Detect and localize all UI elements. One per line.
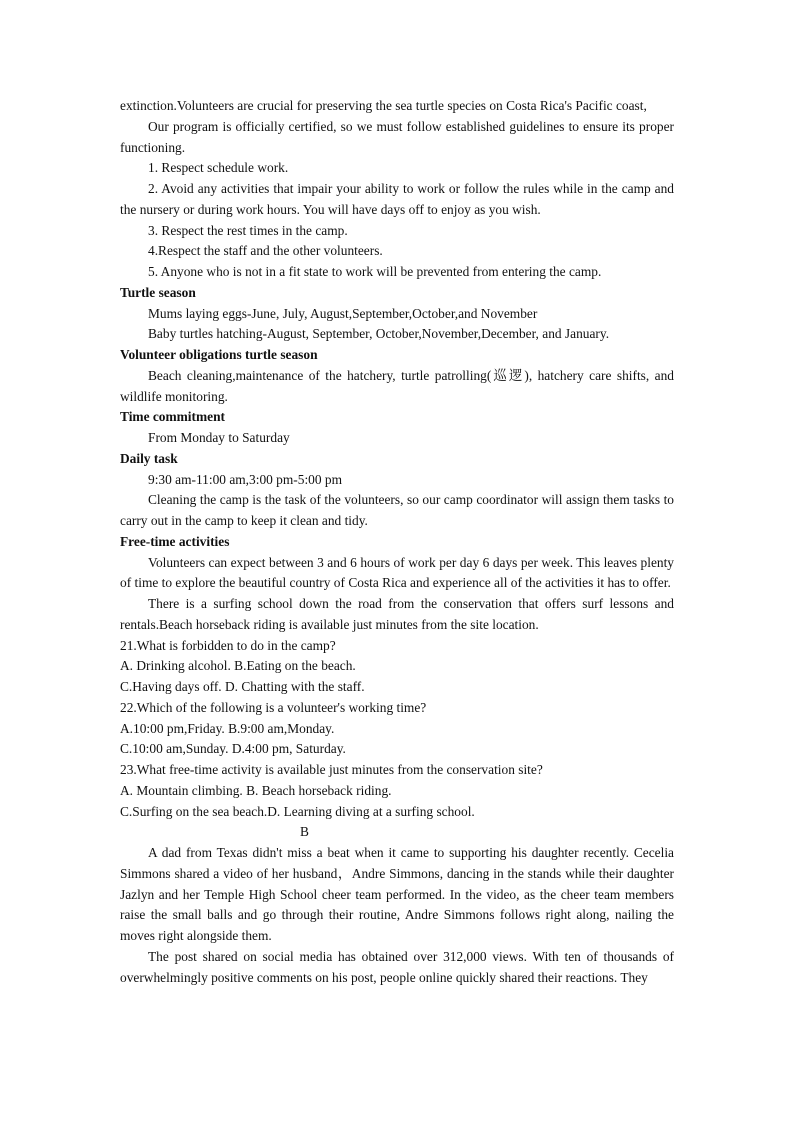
document-body [120, 96, 674, 988]
paragraph: There is a surfing school down the road from the conservation that offers surf lessons and rentals.Beach horseback riding is available just minutes from the site location. [120, 596, 674, 632]
section-heading: Time commitment [120, 409, 225, 425]
paragraph: 4.Respect the staff and the other volunteers. [148, 243, 383, 259]
paragraph: Cleaning the camp is the task of the volunteers, so our camp coordinator will assign them tasks to carry out in the camp to keep it clean and tidy. [120, 492, 674, 528]
paragraph: From Monday to Saturday [148, 430, 290, 445]
paragraph: 5. Anyone who is not in a fit state to work will be prevented from entering the camp. [148, 264, 602, 279]
answer-choices: C.Surfing on the sea beach.D. Learning diving at a surfing school. [120, 803, 475, 819]
answer-choices: A. Mountain climbing. B. Beach horseback riding. [120, 782, 392, 798]
question: 22.Which of the following is a volunteer's working time? [120, 699, 427, 715]
paragraph: Volunteers can expect between 3 and 6 hours of work per day 6 days per week. This leaves plenty of time to explore the beautiful country of Costa Rica and experience all of the activities it has to offer. [120, 554, 674, 591]
answer-choices: C.10:00 am,Sunday. D.4:00 pm, Saturday. [120, 741, 346, 757]
paragraph: A dad from Texas didn't miss a beat when it came to supporting his daughter recently. Cecelia Simmons shared a video of her husband，Andre Simmons, dancing in the stands while their daughter Jazlyn and her Temple High School cheer team performed. In the video, as the cheer team members raise the small balls and go through their routine, Andre Simmons follows right along, nailing the moves right alongside them. [120, 845, 674, 943]
question: 23.What free-time activity is available just minutes from the conservation site? [120, 762, 543, 777]
paragraph: extinction.Volunteers are crucial for preserving the sea turtle species on Costa Rica's Pacific coast, [120, 98, 647, 113]
paragraph: Beach cleaning,maintenance of the hatchery, turtle patrolling(巡逻), hatchery care shifts, and wildlife monitoring. [120, 367, 674, 404]
section-heading: Free-time activities [120, 533, 230, 549]
question: 21.What is forbidden to do in the camp? [120, 637, 336, 653]
passage-label: B [300, 824, 309, 840]
paragraph: 1. Respect schedule work. [148, 160, 289, 176]
paragraph: 3. Respect the rest times in the camp. [148, 222, 348, 238]
answer-choices: A.10:00 pm,Friday. B.9:00 am,Monday. [120, 720, 335, 736]
paragraph: Baby turtles hatching-August, September, October,November,December, and January. [148, 326, 610, 342]
section-heading: Daily task [120, 450, 178, 466]
paragraph: Mums laying eggs-June, July, August,September,October,and November [148, 305, 538, 321]
section-heading: Volunteer obligations turtle season [120, 347, 318, 362]
paragraph: 9:30 am-11:00 am,3:00 pm-5:00 pm [148, 471, 343, 487]
paragraph: Our program is officially certified, so we must follow established guidelines to ensure its proper functioning. [120, 118, 674, 155]
paragraph: The post shared on social media has obtained over 312,000 views. With ten of thousands of overwhelmingly positive comments on his post, people online quickly shared their reactions. They [120, 948, 674, 985]
section-heading: Turtle season [120, 284, 196, 300]
answer-choices: C.Having days off. D. Chatting with the staff. [120, 679, 365, 694]
answer-choices: A. Drinking alcohol. B.Eating on the beach. [120, 658, 356, 674]
paragraph: 2. Avoid any activities that impair your ability to work or follow the rules while in the camp and the nursery or during work hours. You will have days off to enjoy as you wish. [120, 181, 674, 217]
